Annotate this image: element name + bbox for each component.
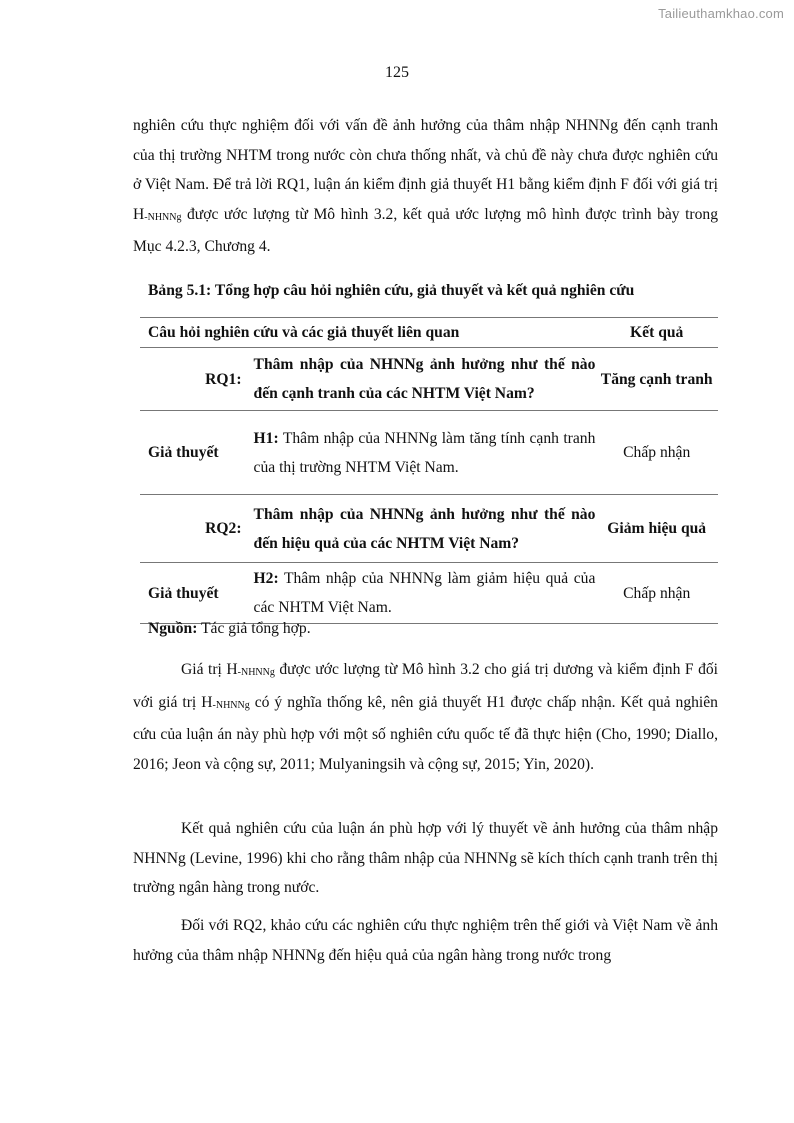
hypothesis-text: Thâm nhập của NHNNg làm giảm hiệu quả của các NHTM Việt Nam. (253, 570, 596, 616)
row-result: Giảm hiệu quả (607, 520, 707, 537)
para2-text-b: được ước lượng từ Mô hình 3.2 cho giá trị dương và kiểm định F đối với giá trị H (133, 661, 718, 711)
para2-text-c: có ý nghĩa thống kê, nên giả thuyết H1 được chấp nhận. Kết quả nghiên cứu của luận án này phù hợp với một số nghiên cứu quốc tế đã thực hiện (Cho, 1990; Diallo, 2016; Jeon và cộng sự, 2011; Mulyaningsih và cộng sự, 2015; Yin, 2020). (133, 693, 718, 773)
header-result: Kết quả (630, 324, 684, 341)
table-row (140, 495, 718, 563)
row-hypothesis (250, 563, 596, 624)
subscript: -NHNNg (237, 667, 275, 678)
row-question: Thâm nhập của NHNNg ảnh hưởng như thế nào đến cạnh tranh của các NHTM Việt Nam? (253, 356, 596, 402)
hypothesis-id: H1: (253, 429, 279, 447)
intro-text-2: được ước lượng từ Mô hình 3.2, kết quả ước lượng mô hình được trình bày trong Mục 4.2.3, Chương 4. (133, 205, 718, 255)
subscript: -NHNNg (212, 699, 250, 711)
table-row (140, 563, 718, 624)
source-label: Nguồn: (148, 620, 198, 637)
row-label: RQ2: (205, 520, 242, 537)
source-text: Tác giả tổng hợp. (197, 620, 311, 637)
para2-text-a: Giá trị H (181, 661, 238, 678)
hypothesis-id: H2: (253, 570, 279, 587)
intro-paragraph (133, 111, 718, 262)
table-source (148, 620, 311, 638)
row-result: Tăng cạnh tranh (600, 370, 713, 388)
row-question: Thâm nhập của NHNNg ảnh hưởng như thế nào đến hiệu quả của các NHTM Việt Nam? (253, 505, 596, 552)
paragraph-4: Đối với RQ2, khảo cứu các nghiên cứu thực nghiệm trên thế giới và Việt Nam về ảnh hưởng của thâm nhập NHNNg đến hiệu quả của ngân hàng trong nước trong (133, 917, 718, 964)
intro-text-1: nghiên cứu thực nghiệm đối với vấn đề ảnh hưởng của thâm nhập NHNNg đến cạnh tranh của thị trường NHTM trong nước còn chưa thống nhất, và chủ đề này chưa được nghiên cứu ở Việt Nam. Để trả lời RQ1, luận án kiểm định giả thuyết H1 bằng kiểm định F đối với giá trị H (133, 117, 718, 223)
paragraph-2 (133, 655, 718, 779)
row-result: Chấp nhận (623, 584, 691, 602)
page-number: 125 (385, 64, 409, 81)
subscript: -NHNNg (144, 211, 182, 223)
results-table (140, 317, 718, 624)
row-result: Chấp nhận (623, 444, 691, 461)
table-row (140, 411, 718, 495)
header-questions: Câu hỏi nghiên cứu và các giả thuyết liên quan (148, 324, 460, 341)
row-label: Giả thuyết (148, 444, 219, 461)
row-label: Giả thuyết (148, 584, 219, 602)
table-caption: Bảng 5.1: Tổng hợp câu hỏi nghiên cứu, giả thuyết và kết quả nghiên cứu (148, 282, 635, 299)
table-row (140, 348, 718, 411)
row-hypothesis (250, 411, 596, 495)
row-label: RQ1: (205, 370, 242, 388)
hypothesis-text: Thâm nhập của NHNNg làm tăng tính cạnh tranh của thị trường NHTM Việt Nam. (253, 429, 596, 476)
watermark: Tailieuthamkhao.com (658, 6, 784, 21)
table-header-row (140, 318, 718, 348)
paragraph-3: Kết quả nghiên cứu của luận án phù hợp với lý thuyết về ảnh hưởng của thâm nhập NHNNg (Levine, 1996) khi cho rằng thâm nhập của NHNNg sẽ kích thích cạnh tranh trên thị trường ngân hàng trong nước. (133, 820, 718, 896)
